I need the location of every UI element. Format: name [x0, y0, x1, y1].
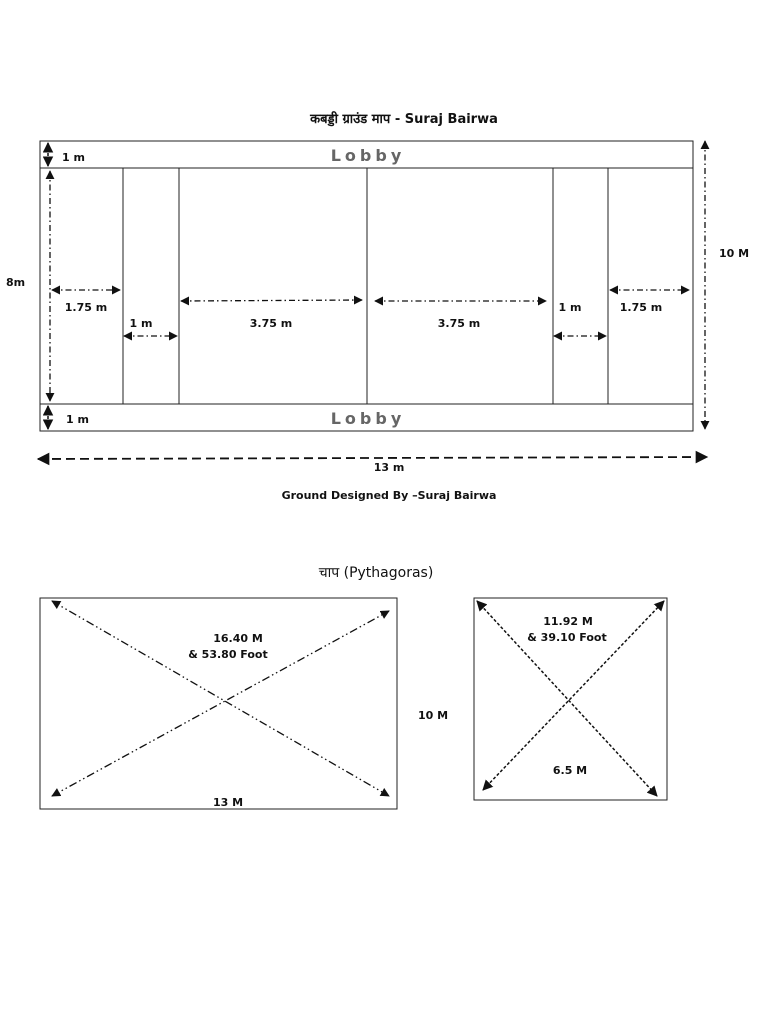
- total-width-label: 13 m: [373, 461, 405, 474]
- big-width-label: 13 M: [212, 796, 244, 809]
- seg-left-mid-arrow: [181, 300, 362, 301]
- lobby-top-label: Lobby: [330, 146, 406, 165]
- small-diag-ft-label: & 39.10 Foot: [527, 631, 607, 644]
- seg-left-mid-label: 3.75 m: [249, 317, 293, 330]
- big-diag-m-label: 16.40 M: [213, 632, 263, 645]
- lobby-bottom-label: Lobby: [330, 409, 406, 428]
- side-height-label: 10 M: [417, 709, 449, 722]
- small-diagonal-2: [483, 601, 664, 790]
- seg-right-outer-label: 1.75 m: [619, 301, 663, 314]
- seg-right-mid-label: 3.75 m: [437, 317, 481, 330]
- pythagoras-heading: चाप (Pythagoras): [318, 565, 434, 581]
- big-diagonal-1: [52, 601, 389, 796]
- seg-right-inner-label: 1 m: [558, 301, 582, 314]
- big-rect: [40, 598, 397, 809]
- big-diag-ft-label: & 53.80 Foot: [188, 648, 268, 661]
- height-right-label: 10 M: [719, 247, 750, 260]
- height-left-label: 8m: [6, 276, 26, 289]
- width-13m-arrow: [38, 457, 707, 459]
- small-width-label: 6.5 M: [552, 764, 588, 777]
- page-title: कबड्डी ग्राउंड माप - Suraj Bairwa: [310, 112, 498, 127]
- seg-left-inner-label: 1 m: [129, 317, 153, 330]
- credit-line: Ground Designed By –Suraj Bairwa: [281, 489, 497, 502]
- lobby-top-width-label: 1 m: [62, 151, 85, 164]
- lobby-bottom-width-label: 1 m: [66, 413, 89, 426]
- small-diag-m-label: 11.92 M: [543, 615, 593, 628]
- seg-left-outer-label: 1.75 m: [64, 301, 108, 314]
